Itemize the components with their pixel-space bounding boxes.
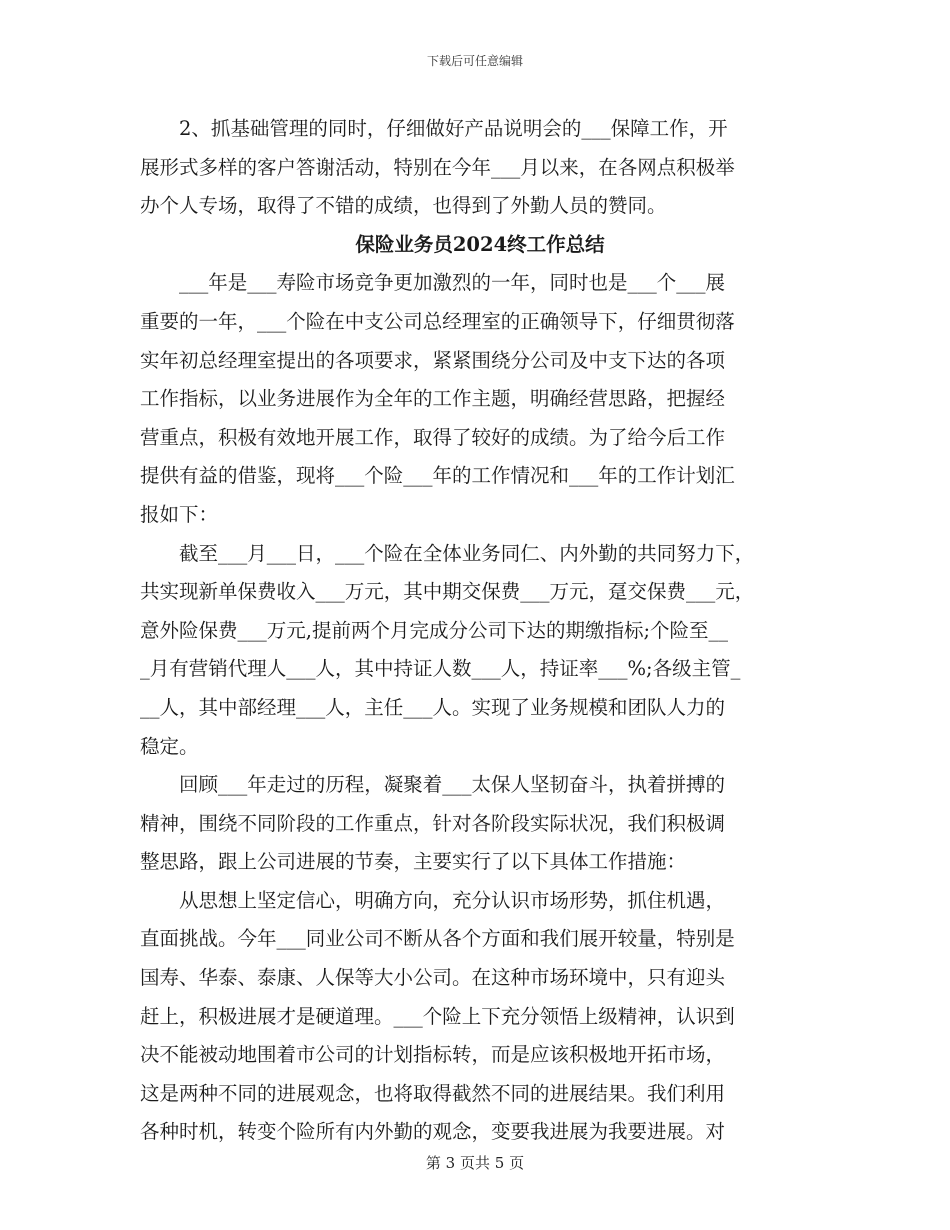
body-line: 办个人专场，取得了不错的成绩，也得到了外勤人员的赞同。 xyxy=(140,194,667,218)
body-line: 2、抓基础管理的同时，仔细做好产品说明会的___保障工作，开 xyxy=(140,117,728,140)
section-title: 保险业务员2024终工作总结 xyxy=(355,232,605,256)
body-line: 营重点，积极有效地开展工作，取得了较好的成绩。为了给今后工作 xyxy=(140,425,726,449)
body-line: 从思想上坚定信心，明确方向，充分认识市场形势，抓住机遇， xyxy=(140,888,726,912)
header-note: 下载后可任意编辑 xyxy=(426,54,523,68)
body-line: ___年是___寿险市场竞争更加激烈的一年，同时也是___个___展 xyxy=(140,271,726,295)
body-line: 回顾___年走过的历程，凝聚着___太保人坚韧奋斗，执着拼搏的 xyxy=(140,773,726,797)
body-line: 工作指标，以业务进展作为全年的工作主题，明确经营思路，把握经 xyxy=(140,387,726,411)
body-line: _月有营销代理人___人，其中持证人数___人，持证率___%;各级主管_ xyxy=(140,657,741,681)
body-line: 赶上，积极进展才是硬道理。___个险上下充分领悟上级精神，认识到 xyxy=(140,1004,735,1028)
body-line: 提供有益的借鉴，现将___个险___年的工作情况和___年的工作计划汇 xyxy=(140,464,735,488)
body-line: 国寿、华泰、泰康、人保等大小公司。在这种市场环境中，只有迎头 xyxy=(140,966,726,990)
body-line: 重要的一年，___个险在中支公司总经理室的正确领导下，仔细贯彻落 xyxy=(140,309,735,333)
body-line: 意外险保费___万元,提前两个月完成分公司下达的期缴指标;个险至__ xyxy=(140,618,729,642)
body-line: 实年初总经理室提出的各项要求，紧紧围绕分公司及中支下达的各项 xyxy=(140,348,726,372)
body-line: 精神，围绕不同阶段的工作重点，针对各阶段实际状况，我们积极调 xyxy=(140,811,726,835)
body-line: 截至___月___日，___个险在全体业务同仁、内外勤的共同努力下， xyxy=(140,541,755,565)
body-line: 展形式多样的客户答谢活动，特别在今年___月以来，在各网点积极举 xyxy=(140,155,735,179)
body-line: 决不能被动地围着市公司的计划指标转，而是应该积极地开拓市场， xyxy=(140,1043,726,1067)
body-line: 稳定。 xyxy=(140,734,199,758)
body-line: 共实现新单保费收入___万元，其中期交保费___万元，趸交保费___元， xyxy=(140,580,755,604)
body-line: 报如下： xyxy=(140,502,219,526)
body-line: __人，其中部经理___人，主任___人。实现了业务规模和团队人力的 xyxy=(140,695,726,719)
page-number: 第 3 页共 5 页 xyxy=(425,1154,525,1172)
document-body xyxy=(140,110,820,1152)
body-line: 整思路，跟上公司进展的节奏，主要实行了以下具体工作措施： xyxy=(140,850,687,874)
body-line: 这是两种不同的进展观念，也将取得截然不同的进展结果。我们利用 xyxy=(140,1081,726,1105)
body-line: 直面挑战。今年___同业公司不断从各个方面和我们展开较量，特别是 xyxy=(140,927,735,951)
body-line: 各种时机，转变个险所有内外勤的观念，变要我进展为我要进展。对 xyxy=(140,1120,726,1144)
